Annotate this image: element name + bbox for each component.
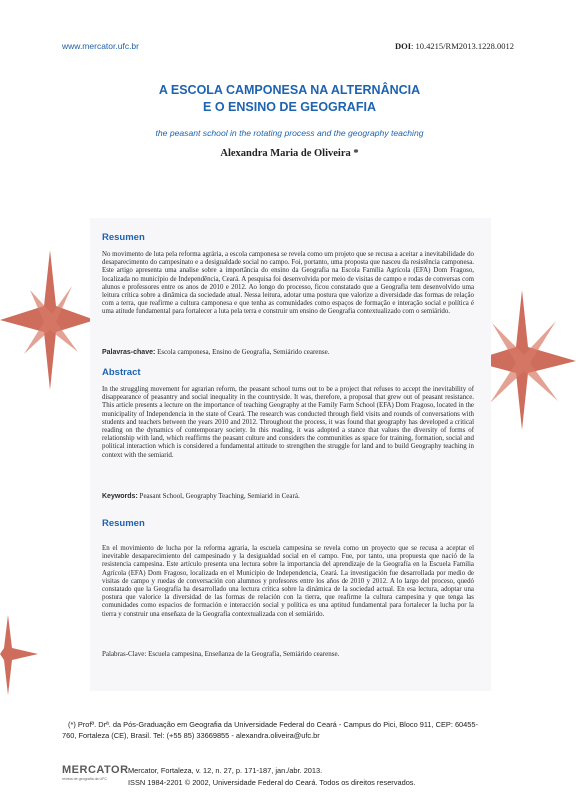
article-subtitle: the peasant school in the rotating process and the geography teaching bbox=[155, 128, 424, 138]
doi: DOI: 10.4215/RM2013.1228.0012 bbox=[394, 41, 514, 51]
keywords-es: Palabras-Clave: Escuela campesina, Enseñanza de la Geografía, Semiárido cearense. bbox=[102, 650, 340, 658]
resumen-pt-heading: Resumen bbox=[102, 232, 145, 243]
mercator-logo-subtitle: revista de geografia da UFC bbox=[62, 777, 107, 781]
author: Alexandra Maria de Oliveira * bbox=[220, 148, 359, 159]
abstract-text: In the struggling movement for agrarian reform, the peasant school turns out to be a project that refuses to accept the inevitability of disappearance of peasantry and social inequality in the countryside. It was, therefore, a proposal that grew out of peasant resistance. This article presents a lecture on the importance of teaching Geography at the Family Farm School (EFA) Dom Fragoso, located in the municipality of Independencia in the state of Ceará. The research was conducted through field visits and rounds of conversations with students and teachers between the years 2010 and 2012. Throughout the process, it was found that geography has developed a critical reading on the dynamics of contemporary society. In this reading, it was adopted a stance that values the diversity of forms of relationship with land, which reaffirms the peasant culture and considers the communities as space for training, formation, social and political interaction which is considered a fundamental attitude to strengthen the struggle for land and to build Geography teaching in context with the semiarid. bbox=[102, 386, 474, 459]
journal-issn: ISSN 1984-2201 © 2002, Universidade Federal do Ceará. Todos os direitos reservados. bbox=[128, 778, 416, 787]
article-title: A ESCOLA CAMPONESA NA ALTERNÂNCIA E O ENSINO DE GEOGRAFIA bbox=[158, 83, 421, 114]
journal-url[interactable]: www.mercator.ufc.br bbox=[62, 41, 139, 51]
abstract-heading: Abstract bbox=[102, 367, 141, 378]
author-footnote: (*) Profª. Drª. da Pós-Graduação em Geografia da Universidade Federal do Ceará - Campus do Pici, Bloco 911, CEP: 60455- 760, Fortaleza (CE), Brasil. Tel: (+55 85) 33669855 - alexandra.oliveira@ufc.br bbox=[62, 720, 478, 740]
compass-star-left-decoration bbox=[0, 240, 100, 400]
compass-star-bottom-decoration bbox=[0, 610, 40, 700]
resumen-pt-text: No movimento de luta pela reforma agrária, a escola camponesa se revela como um projeto que se recusa a aceitar a inevitabilidade do desaparecimento do campesinato e a desigualdade social no campo. Foi, portanto, uma proposta que nasceu da resistência camponesa. Este artigo apresenta uma analise sobre a importância do ensino da Geografia na Escola Família Agrícola (EFA) Dom Fragoso, localizada no município de Independência, Ceará. A pesquisa foi desenvolvida por meio de visitas de campo e rodas de conversas com alunos e professores entre os anos de 2010 e 2012. Ao longo do processo, ficou constatado que a Geografia tem desenvolvido uma leitura crítica sobre a dinâmica da sociedade atual. Nessa leitura, adotar uma postura que valorize a diversidade das formas de relação com a terra, que reafirme a cultura camponesa e que tenha as comunidades como espaços de formação e interação social e política é uma atitude fundamental para fortalecer a luta pela terra e construir um ensino de Geografia contextualizado com o semiárido. bbox=[102, 251, 474, 316]
resumen-es-heading: Resumen bbox=[102, 518, 145, 529]
mercator-logo: MERCATOR bbox=[62, 764, 129, 776]
keywords-pt: Palavras-chave: Escola camponesa, Ensino de Geografia, Semiárido cearense. bbox=[102, 348, 330, 356]
keywords-en: Keywords: Peasant School, Geography Teaching, Semiarid in Ceará. bbox=[102, 492, 300, 500]
resumen-es-text: En el movimiento de lucha por la reforma agraria, la escuela campesina se revela como un proyecto que se recusa a aceptar el inevitable desaparecimiento del campesinado y la desigualdad social en el campo. Fue, por tanto, una propuesta que nació de la resistencia campesina. Este artículo presenta una lectura sobre la importancia del aprendizaje de la Geografía en la Escuela Familia Agrícola (EFA) Dom Fragoso, localizada en el Municipio de Independencia, Ceará. La investigación fue desarrollada por medio de visitas de campo y ruedas de conversación con alumnos y profesores entre los años de 2010 y 2012. A lo largo del proceso, quedó constatado que la Geografía ha desarrollado una lectura crítica sobre la dinámica de la sociedad actual. En esa lectura, adoptar una postura que valorice la diversidad de las formas de relación con la tierra, que reafirme la cultura campesina y que tenga las comunidades como espacios de formación e interacción social y política es una aptitud fundamental para fortalecer la lucha por la tierra y construir una enseñaza de la Geografía contextualizada con el semiárido. bbox=[102, 545, 474, 618]
journal-citation: Mercator, Fortaleza, v. 12, n. 27, p. 171-187, jan./abr. 2013. bbox=[128, 766, 323, 775]
